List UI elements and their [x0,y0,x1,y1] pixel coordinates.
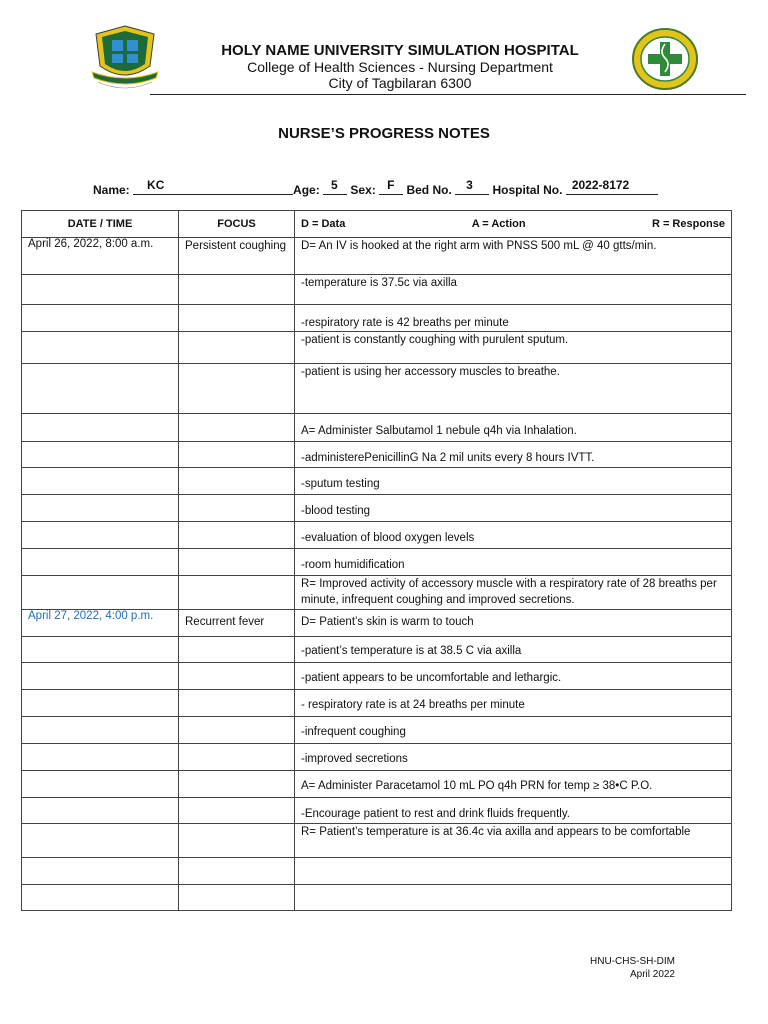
note-cell: R= Patient’s temperature is at 36.4c via axilla and appears to be comfortable [295,824,732,858]
table-row [22,442,732,468]
date-cell [22,690,179,717]
focus-cell [179,468,295,495]
date-cell [22,717,179,744]
focus-cell [179,332,295,364]
note-cell: -improved secretions [295,744,732,771]
table-row [22,364,732,414]
date-cell [22,549,179,576]
date-cell [22,858,179,885]
date-cell [22,275,179,305]
date-cell [22,364,179,414]
date-cell [22,522,179,549]
date-cell [22,576,179,610]
header-data: D = Data [301,218,346,230]
header-focus: FOCUS [179,211,295,238]
date-cell [22,495,179,522]
focus-cell [179,663,295,690]
focus-cell [179,744,295,771]
institution-name: HOLY NAME UNIVERSITY SIMULATION HOSPITAL [221,42,579,59]
name-value: KC [147,178,165,192]
date-cell [22,414,179,442]
header-action: A = Action [471,218,526,230]
note-cell: -room humidification [295,549,732,576]
note-cell: -patient is constantly coughing with purulent sputum. [295,332,732,364]
focus-cell [179,522,295,549]
note-cell: D= Patient’s skin is warm to touch [295,610,732,637]
date-cell: April 26, 2022, 8:00 a.m. [22,238,179,275]
hospital-label: Hospital No. [492,183,563,197]
date-cell [22,824,179,858]
focus-cell [179,305,295,332]
focus-cell [179,858,295,885]
table-row [22,798,732,824]
bed-value: 3 [466,178,473,192]
focus-cell [179,637,295,663]
focus-cell [179,414,295,442]
nursing-department-logo [630,26,700,92]
university-seal-logo [90,22,160,92]
focus-cell [179,824,295,858]
name-label: Name: [93,183,130,197]
form-code: HNU-CHS-SH-DIM [590,956,675,967]
table-row [22,238,732,275]
focus-cell [179,771,295,798]
focus-cell: Recurrent fever [179,610,295,637]
note-cell: -sputum testing [295,468,732,495]
table-row [22,885,732,911]
table-header-row [22,211,732,238]
focus-cell [179,495,295,522]
date-cell [22,468,179,495]
bed-label: Bed No. [406,183,452,197]
focus-cell [179,576,295,610]
patient-info-line [93,178,658,197]
table-row [22,858,732,885]
table-row [22,414,732,442]
date-cell [22,663,179,690]
bed-field [455,178,489,195]
focus-cell [179,364,295,414]
focus-cell [179,275,295,305]
note-cell: A= Administer Salbutamol 1 nebule q4h via Inhalation. [295,414,732,442]
focus-cell [179,717,295,744]
note-cell: -respiratory rate is 42 breaths per minute [295,305,732,332]
table-row [22,717,732,744]
date-cell: April 27, 2022, 4:00 p.m. [22,610,179,637]
focus-cell [179,798,295,824]
focus-cell [179,885,295,911]
table-row [22,305,732,332]
focus-cell [179,549,295,576]
date-cell [22,332,179,364]
table-row [22,690,732,717]
document-title: NURSE’S PROGRESS NOTES [278,125,490,142]
name-field [133,178,293,195]
sex-field [379,178,403,195]
note-cell [295,858,732,885]
note-cell: -temperature is 37.5c via axilla [295,275,732,305]
sex-label: Sex: [350,183,376,197]
table-row [22,610,732,637]
table-row [22,275,732,305]
table-row [22,824,732,858]
note-cell: D= An IV is hooked at the right arm with PNSS 500 mL @ 40 gtts/min. [295,238,732,275]
note-cell: - respiratory rate is at 24 breaths per minute [295,690,732,717]
note-cell: A= Administer Paracetamol 10 mL PO q4h PRN for temp ≥ 38•C P.O. [295,771,732,798]
table-row [22,576,732,610]
table-row [22,332,732,364]
progress-notes-table [21,210,732,911]
header-date-time: DATE / TIME [22,211,179,238]
note-cell: -patient appears to be uncomfortable and lethargic. [295,663,732,690]
header-response: R = Response [651,218,725,230]
table-row [22,495,732,522]
header-dar [295,211,732,238]
form-date: April 2022 [629,969,675,980]
date-cell [22,637,179,663]
focus-cell [179,690,295,717]
note-cell: -patient is using her accessory muscles to breathe. [295,364,732,414]
hospital-field [566,178,658,195]
table-row [22,771,732,798]
note-cell: -blood testing [295,495,732,522]
age-label: Age: [293,183,320,197]
table-row [22,744,732,771]
note-cell [295,885,732,911]
focus-cell: Persistent coughing [179,238,295,275]
note-cell: -patient’s temperature is at 38.5 C via axilla [295,637,732,663]
focus-cell [179,442,295,468]
note-cell: -infrequent coughing [295,717,732,744]
note-cell: -administerePenicillinG Na 2 mil units every 8 hours IVTT. [295,442,732,468]
date-cell [22,744,179,771]
college-name: College of Health Sciences - Nursing Department [247,59,553,75]
table-row [22,637,732,663]
date-cell [22,442,179,468]
sex-value: F [387,178,395,192]
hospital-value: 2022-8172 [571,178,630,192]
table-row [22,663,732,690]
note-cell: R= Improved activity of accessory muscle with a respiratory rate of 28 breaths per minute, infrequent coughing and improved secretions. [295,576,732,610]
table-row [22,522,732,549]
date-cell [22,771,179,798]
city-name: City of Tagbilaran 6300 [328,75,472,91]
date-cell [22,885,179,911]
table-row [22,549,732,576]
note-cell: -evaluation of blood oxygen levels [295,522,732,549]
date-cell [22,798,179,824]
form-footer [560,955,675,981]
age-field [323,178,347,195]
table-row [22,468,732,495]
header-divider [150,94,746,95]
note-cell: -Encourage patient to rest and drink fluids frequently. [295,798,732,824]
date-cell [22,305,179,332]
age-value: 5 [331,178,338,192]
